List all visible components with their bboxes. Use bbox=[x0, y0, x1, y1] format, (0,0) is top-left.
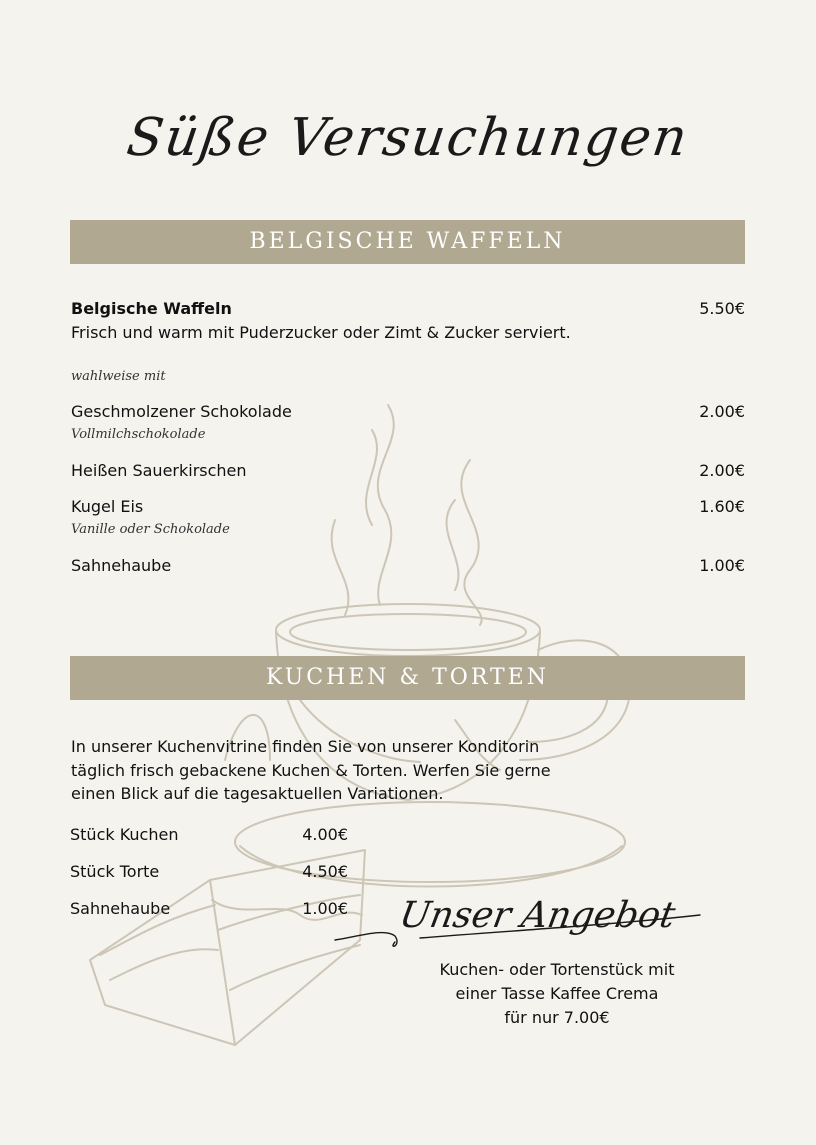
cakes-description-line: täglich frisch gebackene Kuchen & Torten. Werfen Sie gerne bbox=[71, 760, 551, 780]
section-header-waffeln: BELGISCHE WAFFELN bbox=[70, 220, 745, 264]
cake-item-price: 4.00€ bbox=[302, 825, 348, 844]
cake-item-name: Sahnehaube bbox=[70, 899, 171, 918]
cake-item-price: 4.50€ bbox=[302, 862, 348, 881]
cake-item-name: Stück Kuchen bbox=[70, 825, 179, 844]
cake-item-name: Stück Torte bbox=[70, 862, 160, 881]
item-description-belgische-waffeln: Frisch und warm mit Puderzucker oder Zimt & Zucker serviert. bbox=[71, 323, 571, 342]
offer-line: Kuchen- oder Tortenstück mit bbox=[439, 960, 675, 979]
menu-title: Süße Versuchungen bbox=[123, 108, 693, 168]
cakes-description-line: In unserer Kuchenvitrine finden Sie von unserer Konditorin bbox=[71, 737, 540, 756]
offer-title: Unser Angebot bbox=[396, 895, 679, 936]
offer-line: für nur 7.00€ bbox=[504, 1008, 610, 1027]
topping-price: 2.00€ bbox=[699, 461, 745, 480]
cake-item-price: 1.00€ bbox=[302, 899, 348, 918]
section-header-kuchen: KUCHEN & TORTEN bbox=[70, 656, 745, 700]
item-name-belgische-waffeln: Belgische Waffeln bbox=[71, 299, 232, 318]
topping-name: Geschmolzener Schokolade bbox=[71, 402, 292, 421]
topping-subtitle: Vollmilchschokolade bbox=[71, 427, 206, 442]
topping-name: Sahnehaube bbox=[71, 556, 172, 575]
cakes-description-line: einen Blick auf die tagesaktuellen Variationen. bbox=[71, 784, 444, 803]
topping-name: Heißen Sauerkirschen bbox=[71, 461, 247, 480]
item-price-belgische-waffeln: 5.50€ bbox=[699, 299, 745, 318]
topping-price: 2.00€ bbox=[699, 402, 745, 421]
options-label: wahlweise mit bbox=[71, 369, 166, 384]
offer-line: einer Tasse Kaffee Crema bbox=[455, 984, 659, 1003]
topping-price: 1.00€ bbox=[699, 556, 745, 575]
topping-name: Kugel Eis bbox=[71, 497, 144, 516]
topping-subtitle: Vanille oder Schokolade bbox=[71, 522, 230, 537]
topping-price: 1.60€ bbox=[699, 497, 745, 516]
